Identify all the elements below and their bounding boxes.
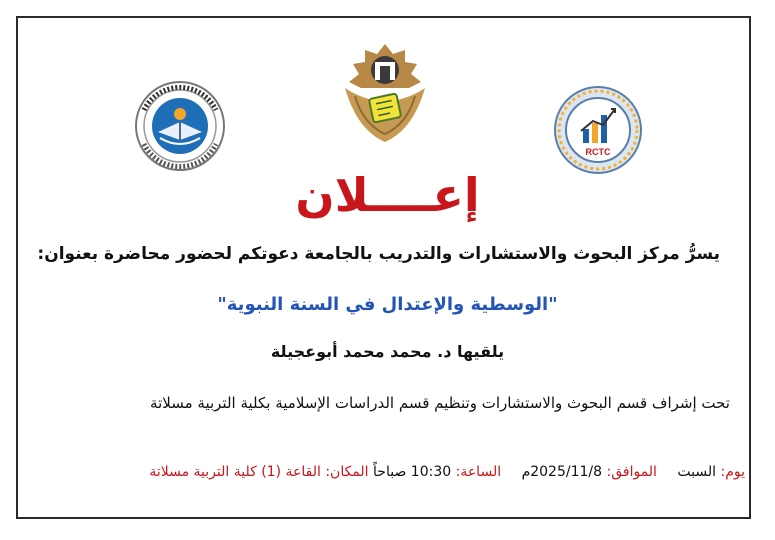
day-value: السبت bbox=[677, 464, 717, 480]
announcement-title: إعــــلان bbox=[295, 168, 480, 222]
day-label: يوم: bbox=[720, 464, 745, 480]
time-label: الساعة: bbox=[455, 464, 502, 480]
invitation-text: يسرُّ مركز البحوث والاستشارات والتدريب بالجامعة دعوتكم لحضور محاضرة بعنوان: bbox=[37, 244, 720, 264]
rctc-logo-text: RCTC bbox=[585, 147, 611, 157]
place-value: القاعة (1) كلية التربية مسلاتة bbox=[149, 464, 321, 480]
lecture-title: "الوسطية والإعتدال في السنة النبوية" bbox=[217, 294, 558, 315]
lecturer-line: يلقيها د. محمد محمد أبوعجيلة bbox=[270, 342, 505, 361]
event-details-line bbox=[149, 464, 745, 480]
date-value: 2025/11/8م bbox=[521, 464, 603, 480]
rctc-logo-icon bbox=[553, 85, 643, 175]
time-value: 10:30 bbox=[410, 464, 452, 480]
supervision-line: تحت إشراف قسم البحوث والاستشارات وتنظيم قسم الدراسات الإسلامية بكلية التربية مسلاتة bbox=[150, 394, 730, 412]
faculty-of-education-logo-icon bbox=[130, 80, 230, 172]
date-label: الموافق: bbox=[606, 464, 657, 480]
place-label: المكان: bbox=[325, 464, 369, 480]
time-suffix: صباحاً bbox=[373, 464, 407, 480]
university-emblem-icon bbox=[335, 40, 435, 148]
